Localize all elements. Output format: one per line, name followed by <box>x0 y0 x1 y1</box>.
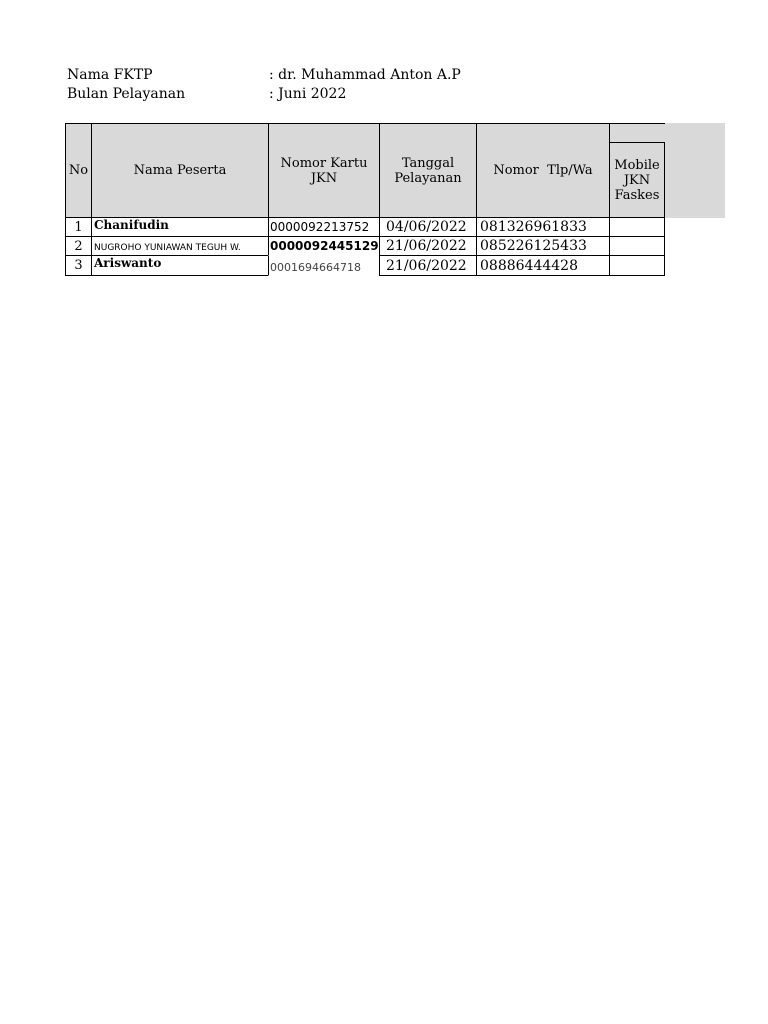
bulan-value: : Juni 2022 <box>269 86 347 102</box>
header-mobile-jkn: Mobile JKN Faskes <box>609 142 665 218</box>
row-tanggal: 04/06/2022 <box>379 217 477 237</box>
row-telp: 081326961833 <box>476 217 610 237</box>
fktp-value: : dr. Muhammad Anton A.P <box>269 67 461 83</box>
row-tanggal: 21/06/2022 <box>379 255 477 276</box>
header-top-line <box>609 123 665 124</box>
row-no: 3 <box>65 255 92 276</box>
fktp-label: Nama FKTP <box>67 67 153 83</box>
header-no: No <box>65 123 92 218</box>
header-nama-peserta: Nama Peserta <box>91 123 269 218</box>
header-nomor-telp: Nomor Tlp/Wa <box>476 123 610 218</box>
row-no: 1 <box>65 217 92 237</box>
row-no: 2 <box>65 236 92 256</box>
row-nama: Chanifudin <box>91 217 269 237</box>
row-tanggal: 21/06/2022 <box>379 236 477 256</box>
header-nomor-kartu: Nomor Kartu JKN <box>268 123 380 218</box>
row-telp: 08886444428 <box>476 255 610 276</box>
row-mobile <box>609 255 665 276</box>
row-kartu: 0000092445129 <box>268 236 380 256</box>
row-mobile <box>609 236 665 256</box>
row-nama: Ariswanto <box>91 255 269 276</box>
row-kartu: 0000092213752 <box>268 217 380 237</box>
bulan-label: Bulan Pelayanan <box>67 86 186 102</box>
row-telp: 085226125433 <box>476 236 610 256</box>
row-kartu: 0001694664718 <box>268 255 380 276</box>
row-nama: NUGROHO YUNIAWAN TEGUH W. <box>91 236 269 256</box>
row-mobile <box>609 217 665 237</box>
header-tanggal-pelayanan: Tanggal Pelayanan <box>379 123 477 218</box>
